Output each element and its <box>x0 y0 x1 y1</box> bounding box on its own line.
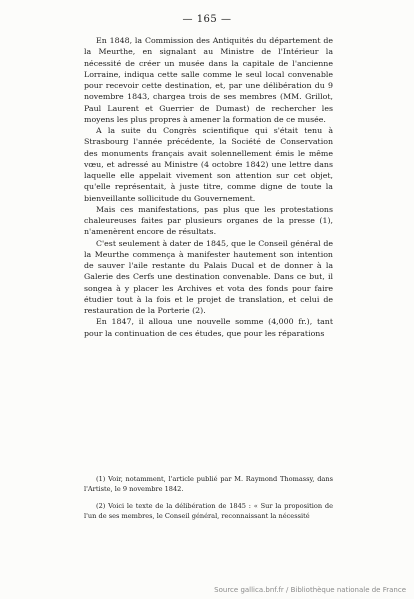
body-text <box>84 35 333 339</box>
footnote: (1) Voir, notamment, l'article publié par M. Raymond Thomassy, dans l'Artiste, le 9 novembre 1842. <box>84 475 333 493</box>
footnotes <box>84 474 333 528</box>
paragraph: En 1847, il alloua une nouvelle somme (4,000 fr.), tant pour la continuation de ces études, que pour les réparations <box>84 317 333 338</box>
source-attribution: Source gallica.bnf.fr / Bibliothèque nationale de France <box>214 586 406 594</box>
paragraph: Mais ces manifestations, pas plus que les protestations chaleureuses faites par plusieurs organes de la presse (1), n'amenèrent encore de résultats. <box>84 204 333 237</box>
page-number: — 165 — <box>182 14 232 25</box>
footnote: (2) Voici le texte de la délibération de 1845 : « Sur la proposition de l'un de ses membres, le Conseil général, reconnaissant la nécessité <box>84 502 333 520</box>
paragraph: En 1848, la Commission des Antiquités du département de la Meurthe, en signalant au Ministre de l'Intérieur la nécessité de créer un musée dans la capitale de l'ancienne Lorraine, indiqua cette salle comme le seul local convenable pour recevoir cette destination, et, par une délibération du 9 novembre 1843, chargea trois de ses membres (MM. Grillot, Paul Laurent et Guerrier de Dumast) de rechercher les moyens les plus propres à amener la formation de ce musée. <box>84 36 333 124</box>
paragraph: C'est seulement à dater de 1845, que le Conseil général de la Meurthe commença à manifester hautement son intention de sauver l'aile restante du Palais Ducal et de donner à la Galerie des Cerfs une destination convenable. Dans ce but, il songea à y placer les Archives et vota des fonds pour faire étudier tout à la fois et le projet de translation, et celui de restauration de la Porterie (2). <box>84 238 333 315</box>
paragraph: A la suite du Congrès scientifique qui s'était tenu à Strasbourg l'année précédente, la Société de Conservation des monuments français avait solennellement émis le même vœu, et adressé au Ministre (4 octobre 1842) une lettre dans laquelle elle appelait vivement son attention sur cet objet, qu'elle représentait, à juste titre, comme digne de toute la bienveillante sollicitude du Gouvernement. <box>84 126 333 203</box>
